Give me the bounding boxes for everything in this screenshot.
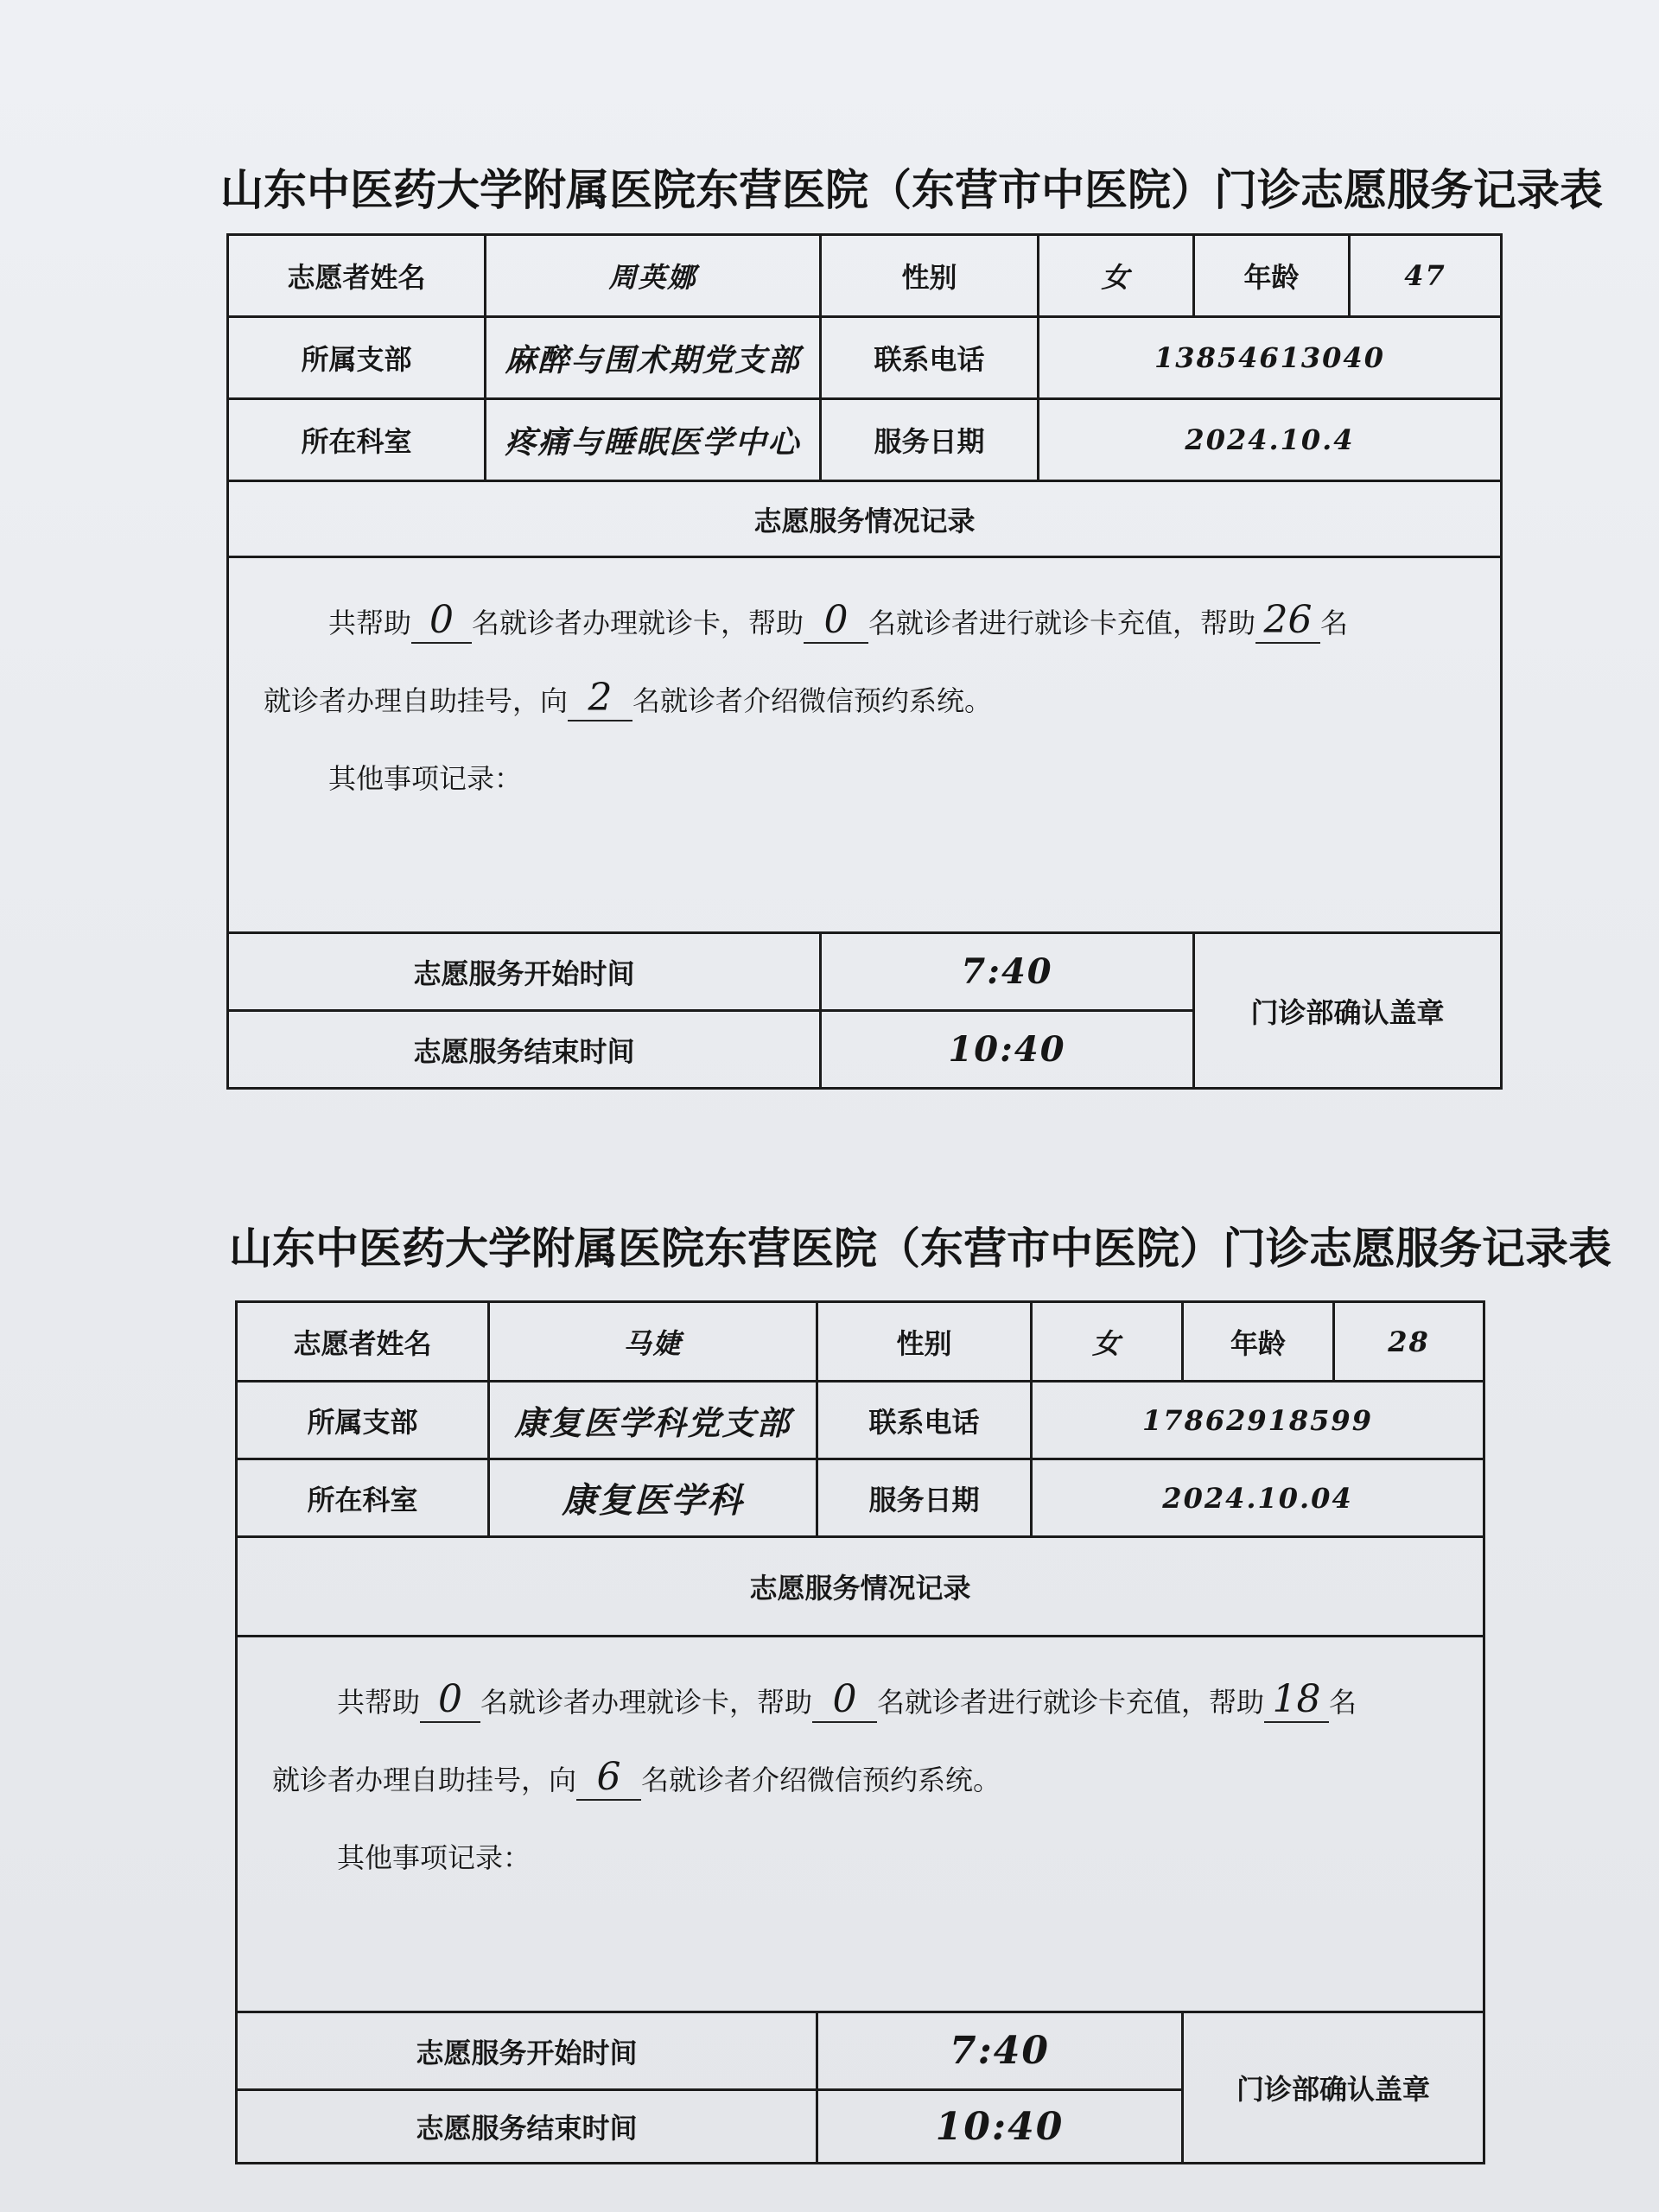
- date-label: 服务日期: [821, 399, 1039, 481]
- wechat-count: 2: [568, 677, 632, 721]
- recharge-count: 0: [812, 1678, 877, 1723]
- self-register-count: 18: [1264, 1678, 1329, 1723]
- recharge-count: 0: [804, 599, 868, 644]
- phone-value: 17862918599: [1032, 1382, 1484, 1459]
- name-label: 志愿者姓名: [237, 1302, 489, 1382]
- info-table: [226, 233, 1503, 1090]
- date-value: 2024.10.4: [1039, 399, 1502, 481]
- card-count: 0: [411, 599, 472, 644]
- name-value: 周英娜: [486, 235, 821, 317]
- record-line-1: 共帮助 0 名就诊者办理就诊卡，帮助 0 名就诊者进行就诊卡充值，帮助 26 名: [328, 598, 1349, 642]
- branch-label: 所属支部: [228, 317, 486, 399]
- age-value: 28: [1334, 1302, 1484, 1382]
- self-register-count: 26: [1255, 599, 1320, 644]
- age-label: 年龄: [1194, 235, 1350, 317]
- start-time-value: 7:40: [821, 933, 1194, 1011]
- end-time-value: 10:40: [817, 2090, 1183, 2164]
- dept-label: 所在科室: [228, 399, 486, 481]
- name-label: 志愿者姓名: [228, 235, 486, 317]
- gender-label: 性别: [817, 1302, 1032, 1382]
- phone-label: 联系电话: [817, 1382, 1032, 1459]
- record-body: [237, 1637, 1484, 2012]
- start-time-label: 志愿服务开始时间: [228, 933, 821, 1011]
- record-line-2: 就诊者办理自助挂号，向 2 名就诊者介绍微信预约系统。: [264, 676, 993, 720]
- start-time-value: 7:40: [817, 2012, 1183, 2090]
- other-notes-label: 其他事项记录：: [337, 1841, 531, 1874]
- date-value: 2024.10.04: [1032, 1459, 1484, 1537]
- age-value: 47: [1350, 235, 1502, 317]
- record-line-1: 共帮助 0 名就诊者办理就诊卡，帮助 0 名就诊者进行就诊卡充值，帮助 18 名: [337, 1677, 1357, 1721]
- dept-value: 疼痛与睡眠医学中心: [486, 399, 821, 481]
- date-label: 服务日期: [817, 1459, 1032, 1537]
- dept-label: 所在科室: [237, 1459, 489, 1537]
- phone-label: 联系电话: [821, 317, 1039, 399]
- other-notes-label: 其他事项记录：: [328, 762, 523, 795]
- branch-value: 麻醉与围术期党支部: [486, 317, 821, 399]
- end-time-label: 志愿服务结束时间: [237, 2090, 817, 2164]
- form-title: 山东中医药大学附属医院东营医院（东营市中医院）门诊志愿服务记录表: [229, 1224, 1611, 1274]
- form-title: 山东中医药大学附属医院东营医院（东营市中医院）门诊志愿服务记录表: [220, 165, 1603, 215]
- end-time-value: 10:40: [821, 1011, 1194, 1089]
- info-table: [235, 1300, 1485, 2164]
- age-label: 年龄: [1183, 1302, 1334, 1382]
- stamp-label: 门诊部确认盖章: [1194, 933, 1502, 1089]
- wechat-count: 6: [576, 1756, 641, 1801]
- gender-label: 性别: [821, 235, 1039, 317]
- branch-value: 康复医学科党支部: [489, 1382, 817, 1459]
- section-title: 志愿服务情况记录: [237, 1537, 1484, 1637]
- phone-value: 13854613040: [1039, 317, 1502, 399]
- record-body: [228, 557, 1502, 933]
- gender-value: 女: [1032, 1302, 1183, 1382]
- branch-label: 所属支部: [237, 1382, 489, 1459]
- section-title: 志愿服务情况记录: [228, 481, 1502, 557]
- name-value: 马婕: [489, 1302, 817, 1382]
- record-line-2: 就诊者办理自助挂号，向 6 名就诊者介绍微信预约系统。: [272, 1755, 1001, 1799]
- stamp-label: 门诊部确认盖章: [1183, 2012, 1484, 2164]
- start-time-label: 志愿服务开始时间: [237, 2012, 817, 2090]
- gender-value: 女: [1039, 235, 1194, 317]
- end-time-label: 志愿服务结束时间: [228, 1011, 821, 1089]
- card-count: 0: [420, 1678, 480, 1723]
- dept-value: 康复医学科: [489, 1459, 817, 1537]
